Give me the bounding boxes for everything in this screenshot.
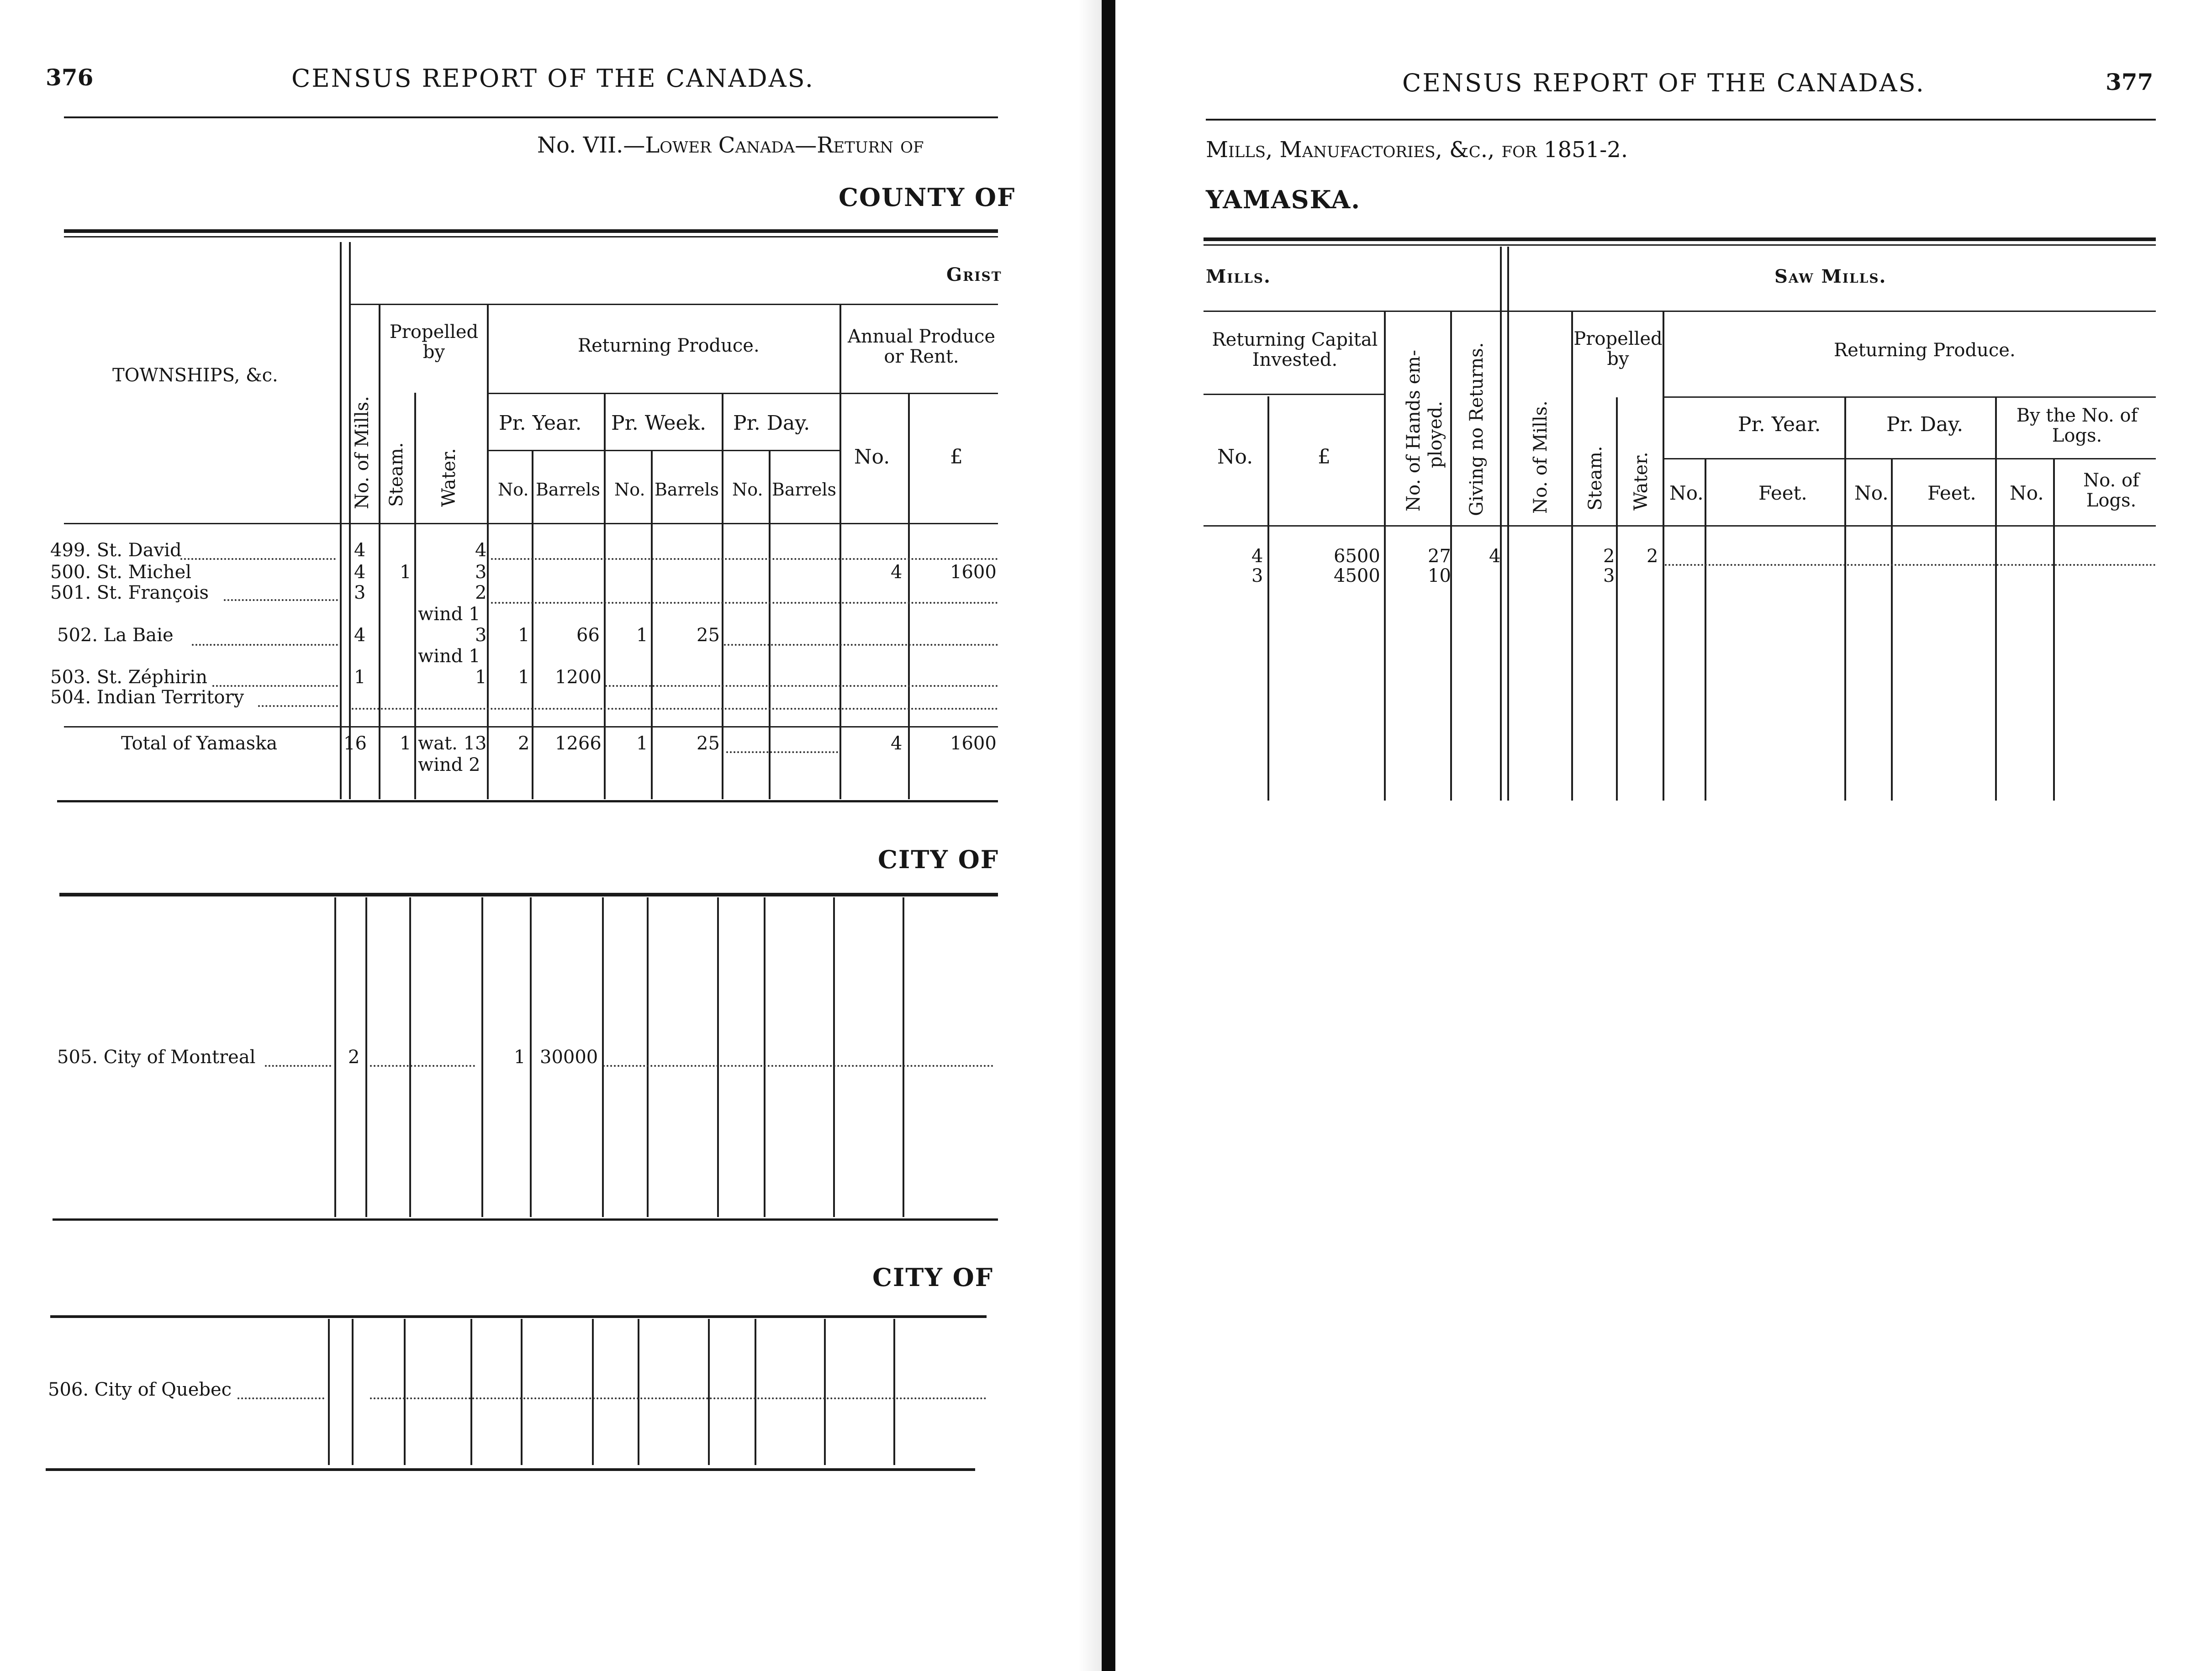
- col-line: [833, 897, 835, 1217]
- leader-dots: [370, 1065, 475, 1067]
- header-barrels: Barrels: [536, 480, 601, 500]
- row-name: 500. St. Michel: [50, 562, 192, 583]
- total-mills: 16: [343, 733, 367, 754]
- cell-yr-no: 1: [518, 625, 530, 646]
- col-line: [764, 897, 765, 1217]
- mills-label: Mills.: [1206, 266, 1271, 287]
- row-name: 501. St. François: [50, 582, 209, 603]
- header-rule: [1206, 119, 2156, 121]
- col-line: [481, 897, 483, 1217]
- caption-province: Lower Canada: [645, 132, 795, 158]
- col-line: [1891, 459, 1893, 801]
- cell-water: 1: [475, 667, 487, 688]
- header-pr-day: Pr. Day.: [733, 411, 810, 435]
- row-name: 504. Indian Territory: [50, 687, 244, 708]
- col-line: [334, 897, 336, 1217]
- montreal-top-rule: [59, 893, 998, 896]
- montreal-bottom-rule: [53, 1218, 998, 1221]
- col-line: [839, 305, 841, 799]
- montreal-yr-barrels: 30000: [540, 1047, 598, 1068]
- col-line: [487, 305, 489, 799]
- total-rent-no: 4: [891, 733, 903, 754]
- caption-dash: —: [795, 132, 817, 158]
- cell-yr-no: 1: [518, 667, 530, 688]
- total-water: wat. 13: [418, 733, 487, 754]
- col-line: [755, 1319, 756, 1465]
- page-number: 377: [2106, 69, 2154, 95]
- cell-yr-barrels: 1200: [555, 667, 602, 688]
- city-label: CITY OF: [878, 845, 999, 874]
- leader-dots: [224, 599, 338, 601]
- col-line: [365, 897, 367, 1217]
- header-barrels: Barrels: [655, 480, 719, 500]
- cell-water-wind: wind 1: [418, 646, 480, 667]
- cell-wk-barrels: 25: [697, 625, 720, 646]
- col-line: [717, 897, 719, 1217]
- city-label: CITY OF: [872, 1263, 994, 1292]
- col-line: [722, 393, 723, 799]
- cell-mills: 3: [354, 582, 366, 603]
- cell-water-wind: wind 1: [418, 604, 480, 625]
- total-rent-pound: 1600: [950, 733, 997, 754]
- quebec-row-name: 506. City of Quebec: [48, 1379, 232, 1400]
- col-line: [769, 450, 771, 799]
- col-line: [1384, 311, 1386, 801]
- header-no: No.: [732, 480, 763, 500]
- cell-rent-pound: 1600: [950, 562, 997, 583]
- cell-mills: 4: [354, 625, 366, 646]
- left-page: [0, 0, 1103, 1671]
- col-line: [604, 393, 606, 799]
- header-barrels: Barrels: [772, 480, 837, 500]
- cell-giving: 4: [1489, 546, 1501, 567]
- col-line: [352, 1319, 354, 1465]
- header-hands-line1: No. of Hands em-: [1403, 350, 1424, 511]
- header-no-of-mills: No. of Mills.: [1530, 401, 1551, 514]
- col-line: [651, 450, 653, 799]
- header-hline: [489, 393, 998, 394]
- header-pr-year: Pr. Year.: [1738, 413, 1821, 436]
- leader-dots: [352, 708, 998, 710]
- cell-mills: 2: [1603, 546, 1615, 567]
- header-hline: [489, 450, 839, 451]
- col-line: [470, 1319, 472, 1465]
- table-bottom-rule: [57, 800, 998, 802]
- col-line: [1507, 247, 1509, 801]
- table-caption: [537, 132, 924, 158]
- header-propelled-by: Propelled by: [1573, 328, 1663, 369]
- col-line: [532, 450, 533, 799]
- header-returning-produce: Returning Produce.: [1834, 340, 2016, 361]
- col-line: [414, 393, 416, 799]
- header-hline: [1663, 458, 2156, 459]
- leader-dots: [265, 1065, 331, 1067]
- col-line: [349, 242, 351, 799]
- col-line: [893, 1319, 895, 1465]
- cell-cap-no: 4: [1251, 546, 1263, 567]
- cell-steam: 1: [400, 562, 412, 583]
- table-caption: [1206, 137, 1628, 163]
- col-line: [1267, 396, 1269, 801]
- montreal-mills: 2: [348, 1047, 360, 1068]
- table-top-rule: [1204, 237, 2156, 241]
- total-rule: [64, 726, 998, 727]
- caption-number: No. VII.—: [537, 132, 645, 158]
- col-line: [602, 897, 604, 1217]
- caption-mills: Mills, Manufactories, &c., for: [1206, 137, 1537, 163]
- cell-hands: 27: [1428, 546, 1451, 567]
- running-head: CENSUS REPORT OF THE CANADAS.: [1402, 69, 1925, 97]
- leader-dots: [726, 751, 838, 753]
- col-line: [1705, 459, 1706, 801]
- header-hands-line2: ployed.: [1425, 401, 1446, 468]
- leader-dots: [603, 1065, 993, 1067]
- montreal-row-name: 505. City of Montreal: [57, 1047, 256, 1068]
- header-townships: TOWNSHIPS, &c.: [112, 365, 278, 386]
- col-line: [908, 393, 910, 799]
- header-propelled-by: Propelled by: [389, 322, 479, 363]
- total-yr-no: 2: [518, 733, 530, 754]
- header-pr-day: Pr. Day.: [1886, 413, 1964, 436]
- col-line: [638, 1319, 639, 1465]
- header-water: Water.: [438, 448, 459, 507]
- total-label: Total of Yamaska: [121, 733, 278, 754]
- col-line: [708, 1319, 710, 1465]
- leader-dots: [180, 558, 336, 560]
- col-line: [379, 305, 380, 799]
- header-hline: [1204, 394, 1384, 395]
- header-feet: Feet.: [1758, 482, 1807, 504]
- montreal-yr-no: 1: [514, 1047, 526, 1068]
- header-feet: Feet.: [1927, 482, 1976, 504]
- county-label: COUNTY OF: [839, 183, 1016, 212]
- quebec-top-rule: [50, 1315, 987, 1318]
- total-yr-barrels: 1266: [555, 733, 602, 754]
- cell-cap-no: 3: [1251, 565, 1263, 586]
- table-top-rule-thin: [64, 236, 998, 237]
- header-no: No.: [614, 480, 645, 500]
- header-no: No.: [1854, 482, 1889, 504]
- cell-mills: 4: [354, 562, 366, 583]
- total-wk-barrels: 25: [697, 733, 720, 754]
- header-steam: Steam.: [386, 442, 407, 507]
- leader-dots: [1665, 564, 2156, 566]
- col-line: [592, 1319, 594, 1465]
- leader-dots: [605, 685, 998, 687]
- cell-wk-no: 1: [636, 625, 648, 646]
- page-number: 376: [46, 64, 94, 91]
- header-bottom-rule: [1204, 525, 2156, 527]
- col-line: [530, 897, 532, 1217]
- total-steam: 1: [400, 733, 412, 754]
- col-line: [824, 1319, 826, 1465]
- header-pound: £: [950, 445, 963, 469]
- col-line: [404, 1319, 406, 1465]
- total-wk-no: 1: [636, 733, 648, 754]
- header-no: No.: [1217, 445, 1253, 469]
- leader-dots: [258, 705, 338, 707]
- header-no: No.: [2010, 482, 2044, 504]
- leader-dots: [192, 644, 338, 646]
- header-hline: [349, 304, 998, 305]
- cell-water: 3: [475, 625, 487, 646]
- col-line: [1571, 311, 1573, 801]
- header-giving-no-returns: Giving no Returns.: [1466, 342, 1487, 516]
- col-line: [409, 897, 411, 1217]
- header-pr-week: Pr. Week.: [611, 411, 707, 435]
- col-line: [647, 897, 649, 1217]
- header-water: Water.: [1631, 452, 1652, 511]
- header-hline: [1204, 311, 2156, 312]
- col-line: [328, 1319, 330, 1465]
- header-rule: [64, 116, 998, 118]
- table-top-rule: [64, 229, 998, 233]
- header-by-logs: By the No. of Logs.: [2016, 405, 2138, 446]
- leader-dots: [724, 644, 998, 646]
- header-pound: £: [1318, 445, 1330, 469]
- col-line: [1616, 397, 1618, 801]
- saw-mills-label: Saw Mills.: [1774, 266, 1887, 287]
- header-returning-produce: Returning Produce.: [578, 335, 760, 356]
- cell-water: 4: [475, 540, 487, 561]
- header-pr-year: Pr. Year.: [499, 411, 582, 435]
- running-head: CENSUS REPORT OF THE CANADAS.: [291, 64, 814, 93]
- row-name: 502. La Baie: [57, 625, 174, 646]
- header-no: No.: [854, 445, 890, 469]
- header-no: No.: [498, 480, 529, 500]
- total-wind: wind 2: [418, 754, 480, 775]
- cell-mills: 3: [1603, 565, 1615, 586]
- leader-dots: [491, 558, 998, 560]
- col-line: [2053, 459, 2055, 801]
- caption-year: 1851-2.: [1543, 137, 1628, 163]
- row-name: 499. St. David: [50, 540, 182, 561]
- grist-label: Grist: [946, 264, 1002, 285]
- header-no: No.: [1669, 482, 1704, 504]
- col-line: [1663, 311, 1664, 801]
- col-line: [340, 242, 342, 799]
- header-no-of-mills: No. of Mills.: [352, 396, 373, 509]
- header-no-of-logs: No. of Logs.: [2083, 470, 2139, 511]
- header-annual-produce: Annual Produce or Rent.: [847, 326, 996, 367]
- header-bottom-rule: [64, 523, 998, 524]
- table-top-rule-thin: [1204, 244, 2156, 246]
- right-page: [1114, 0, 2212, 1671]
- row-name: 503. St. Zéphirin: [50, 667, 207, 688]
- leader-dots: [238, 1397, 324, 1399]
- cell-cap-pound: 4500: [1334, 565, 1380, 586]
- leader-dots: [491, 602, 998, 604]
- caption-return: Return of: [817, 132, 924, 158]
- col-line: [1500, 247, 1502, 801]
- county-name: YAMASKA.: [1206, 185, 1361, 214]
- cell-rent-no: 4: [891, 562, 903, 583]
- cell-cap-pound: 6500: [1334, 546, 1380, 567]
- cell-yr-barrels: 66: [576, 625, 600, 646]
- cell-water: 3: [475, 562, 487, 583]
- col-line: [521, 1319, 523, 1465]
- header-steam: Steam.: [1585, 446, 1606, 511]
- header-returning-capital: Returning Capital Invested.: [1212, 329, 1378, 370]
- quebec-bottom-rule: [46, 1468, 975, 1471]
- cell-hands: 10: [1428, 565, 1451, 586]
- header-hline: [1663, 396, 2156, 398]
- leader-dots: [370, 1397, 987, 1399]
- cell-mills: 4: [354, 540, 366, 561]
- cell-water: 2: [1647, 546, 1658, 567]
- col-line: [903, 897, 904, 1217]
- cell-mills: 1: [354, 667, 366, 688]
- cell-water: 2: [475, 582, 487, 603]
- book-gutter: [1102, 0, 1115, 1671]
